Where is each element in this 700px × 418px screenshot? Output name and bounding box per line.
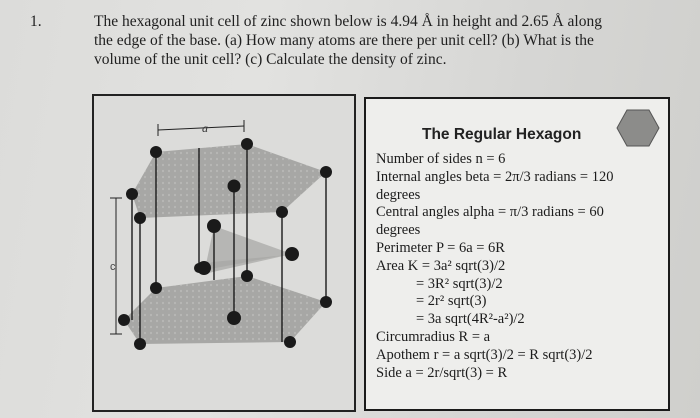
hexagon-formula-line: = 3R² sqrt(3)/2 [416,275,503,292]
hexagon-formula-line: degrees [376,222,421,239]
regular-hexagon-panel [364,97,670,411]
hexagon-formula-line: Side a = 2r/sqrt(3) = R [376,364,508,381]
unit-cell-figure [92,94,356,412]
hexagon-formula-line: Internal angles beta = 2π/3 radians = 120 [376,168,614,185]
hexagon-formula-line: Number of sides n = 6 [376,151,506,167]
hexagon-formula-line: Central angles alpha = π/3 radians = 60 [376,204,604,221]
dimension-c [110,198,122,334]
hexagon-formula-line: Perimeter P = 6a = 6R [376,239,505,256]
hexagon-formulas [376,151,668,382]
label-a: a [202,121,208,135]
hexagon-formula-line: = 3a sqrt(4R²-a²)/2 [416,311,525,328]
hexagonal-unit-cell-diagram [94,96,356,412]
problem-number: 1. [30,13,42,30]
label-c: c [110,261,116,273]
hexagon-formula-line: Circumradius R = a [376,328,491,345]
hexagon-formula-line: Apothem r = a sqrt(3)/2 = R sqrt(3)/2 [376,346,593,363]
hexagon-formula-line: = 2r² sqrt(3) [416,293,487,310]
hexagon-icon [616,108,660,148]
hexagon-title: The Regular Hexagon [422,126,582,143]
hexagon-formula-line: degrees [376,186,421,203]
dimension-a [158,120,244,136]
problem-text: The hexagonal unit cell of zinc shown below is 4.94 Å in height and 2.65 Å along the edge of the base. (a) How many atoms are there per unit cell? (b) What is the volume of the unit cell? (c) Calculate the density of zinc. [94,13,602,68]
hexagon-formula-line: Area K = 3a² sqrt(3)/2 [376,257,506,274]
